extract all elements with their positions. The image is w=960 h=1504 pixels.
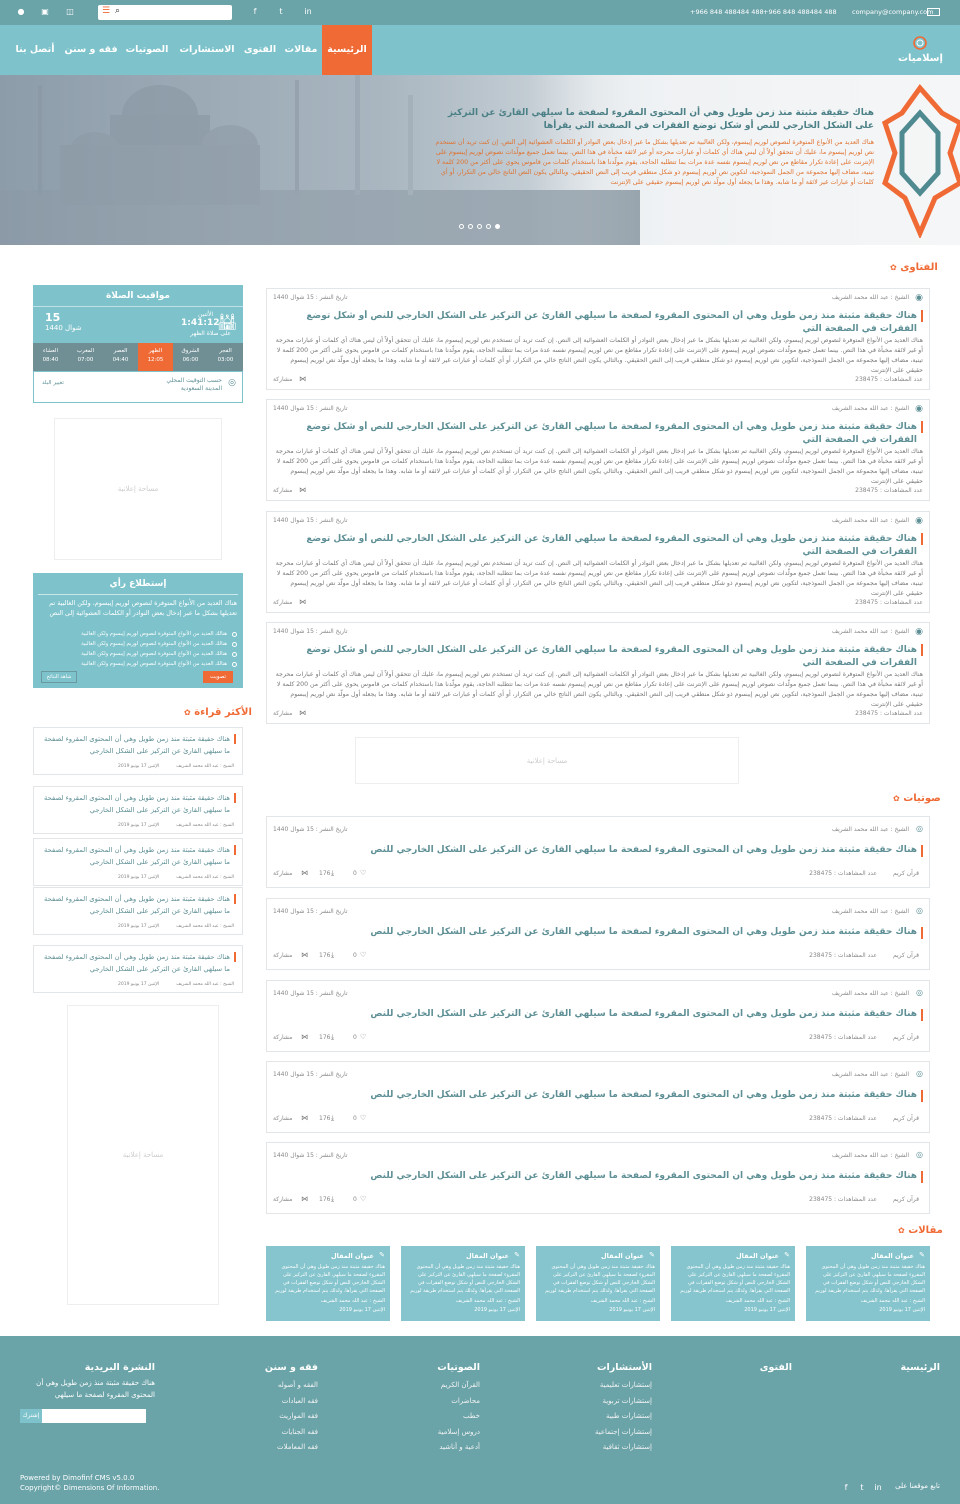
nav-audio[interactable]: الصوتيات [125, 44, 169, 55]
section-icon: ✿ [184, 708, 191, 717]
most-read-item[interactable] [33, 838, 243, 886]
poll-options [39, 630, 237, 670]
most-read-title[interactable]: هناك حقيقة مثبتة منذ زمن طويل وهي أن المحتوى المقروء لصفحة ما سيلهي القارئ عن التركيز على الشكل الخارجي [43, 735, 230, 755]
most-read-title [184, 707, 252, 718]
vote-button[interactable]: تصويت [203, 671, 233, 683]
pencil-icon: ✎ [919, 1251, 925, 1259]
prayer-name: العشاء [42, 348, 59, 354]
audio-title[interactable]: هناك حقيقة مثبتة منذ زمن طويل وهي أن المحتوى المقروء لصفحة ما سيلهي القارئ عن التركيز على الشكل الخارجي للنص [370, 1090, 917, 1100]
audio-date: تاريخ النشر : 15 شوال 1440 [273, 990, 348, 997]
footer-link[interactable]: إستشارات إجتماعية [594, 1427, 652, 1436]
audio-card[interactable] [266, 1142, 930, 1214]
most-read-author: الشيخ : عبد الله محمد الشريف [176, 764, 234, 769]
logo[interactable] [898, 33, 942, 69]
audio-date: تاريخ النشر : 15 شوال 1440 [273, 1152, 348, 1159]
fatwa-date: تاريخ النشر : 15 شوال 1440 [273, 294, 348, 301]
fatwa-title[interactable]: هناك حقيقة مثبتة منذ زمن طويل وهي أن المحتوى المقروء لصفحة ما سيلهي القارئ عن التركيز على الشكل الخارجي للنص أو شكل توضع الفقرات في الصفحة التي [306, 311, 917, 334]
poll-option-label: هنالك العديد من الأنواع المتوفرة لنصوص لوريم إيبسوم ولكن الغالبية [81, 641, 227, 647]
location-label: حسب التوقيت المحلي [166, 377, 222, 384]
prayer-time-cell [33, 343, 68, 371]
footer-col-title[interactable]: الصوتيات [437, 1362, 480, 1373]
footer-link[interactable]: القرآن الكريم [440, 1381, 480, 1389]
title-accent [234, 845, 236, 855]
most-read-date: الإثنين 17 يونيو 2019 [118, 982, 160, 987]
facebook-icon[interactable]: f [844, 1483, 848, 1492]
share-icon[interactable]: ⋈ [299, 375, 306, 383]
audio-title[interactable]: هناك حقيقة مثبتة منذ زمن طويل وهي أن المحتوى المقروء لصفحة ما سيلهي القارئ عن التركيز على الشكل الخارجي للنص [370, 1009, 917, 1019]
hero-body: هناك العديد من الأنواع المتوفرة لنصوص لوريم إيبسوم، ولكن الغالبية تم تعديلها بشكل ما عبر إدخال بعض النوادر أو الكلمات العشوائية إلى النص. إن كنت تريد أن تستخدم نص لوريم إيبسوم ما، عليك أن تتحقق أولاً أن ليس هناك أي كلمات أو عبارات محرجة أو غير لائقة مخبأة في هذا النص. بينما تعمل جميع مولّدات نصوص لوريم إيبسوم على الإنترنت على إعادة تكرار مقاطع من نص لوريم إيبسوم نفسه عدة مرات بما تتطلبه الحاجة، يقوم مولّدنا هذا باستخدام كلمات من قاموس يحوي على أكثر من 200 كلمة لا تينية، مضاف إليها مجموعة من الجمل النموذجية، لتكوين نص لوريم إيبسوم ذو شكل منطقي قريب إلى النص الحقيقي. وبالتالي يكون النص الناتج خالي من التكرار، أو أي كلمات أو عبارات غير لائقة أو ما شابه. وهذا ما يجعله أول مولّد نص لوريم إيبسوم حقيقي على الإنترنت [435, 139, 874, 186]
cart-icon[interactable]: ◫ [66, 7, 74, 16]
audio-views: عدد المشاهدات : 238475 [809, 1034, 877, 1041]
article-body: هناك حقيقة مثبتة منذ زمن طويل وهي أن المحتوى المقروء لصفحة ما سيلهي القارئ عن التركيز على الشكل الخارجي للنص أو شكل توضع الفقرات في الصفحة التي يقرأها. ولذلك يتم استخدام طريقة لوريم [815, 1264, 925, 1294]
poll-option[interactable] [39, 640, 237, 650]
search-icon[interactable]: ⌕ [115, 6, 121, 16]
fatwa-sheikh[interactable]: الشيخ : عبد الله محمد الشريف [831, 517, 909, 524]
download-icon[interactable]: ⤓ [331, 869, 335, 877]
poll-question: هناك العديد من الأنواع المتوفرة لنصوص لوريم إيبسوم، ولكن الغالبية تم تعديلها بشكل ما عبر إدخال بعض النوادر أو الكلمات العشوائية إلى النص [49, 599, 237, 617]
audio-sheikh[interactable]: الشيخ : عبد الله محمد الشريف [831, 1071, 909, 1078]
prayer-time: 04:40 [112, 357, 129, 363]
article-card[interactable] [266, 1246, 390, 1321]
audio-views: عدد المشاهدات : 238475 [809, 1196, 877, 1203]
fatwa-sheikh[interactable]: الشيخ : عبد الله محمد الشريف [831, 405, 909, 412]
audio-card[interactable] [266, 1061, 930, 1133]
twitter-icon[interactable]: t [860, 1483, 864, 1492]
like-icon[interactable]: ♡ [360, 1114, 367, 1122]
fatwa-views: عدد المشاهدات : 238475 [855, 487, 923, 494]
article-title[interactable]: عنوان المقال [331, 1252, 374, 1260]
prayer-time: 06:00 [182, 357, 199, 363]
prayer-weekday: الأثنين [198, 311, 213, 318]
prayer-time-cell [138, 343, 173, 371]
fatwa-views: عدد المشاهدات : 238475 [855, 599, 923, 606]
download-icon[interactable]: ⤓ [331, 1033, 335, 1041]
fatwa-title[interactable]: هناك حقيقة مثبتة منذ زمن طويل وهي أن المحتوى المقروء لصفحة ما سيلهي القارئ عن التركيز على الشكل الخارجي للنص أو شكل توضع الفقرات في الصفحة التي [306, 645, 917, 668]
pencil-icon: ✎ [649, 1251, 655, 1259]
most-read-author: الشيخ : عبد الله محمد الشريف [176, 823, 234, 828]
nav-articles[interactable]: مقالات [284, 44, 318, 55]
like-icon[interactable]: ♡ [360, 1195, 367, 1203]
audio-category[interactable]: قرآن كريم [893, 1115, 919, 1122]
nav-contact[interactable]: أتصل بنا [15, 44, 55, 55]
pencil-icon: ✎ [379, 1251, 385, 1259]
audio-sheikh[interactable]: الشيخ : عبد الله محمد الشريف [831, 908, 909, 915]
footer-link[interactable]: إستشارات طبية [606, 1412, 652, 1420]
radio-button[interactable] [232, 642, 237, 647]
article-author: الشيخ : عبد الله محمد الشريف [725, 1298, 790, 1304]
prayer-widget [33, 285, 243, 403]
audio-title[interactable]: هناك حقيقة مثبتة منذ زمن طويل وهي أن المحتوى المقروء لصفحة ما سيلهي القارئ عن التركيز على الشكل الخارجي للنص [370, 927, 917, 937]
audio-icon: ◎ [916, 988, 923, 997]
fatwa-sheikh[interactable]: الشيخ : عبد الله محمد الشريف [831, 628, 909, 635]
nav-fiqh[interactable]: فقه و سنن [64, 44, 118, 55]
footer [0, 1336, 960, 1504]
audio-downloads: 176 [319, 1196, 331, 1203]
decorative-star-icon [880, 83, 960, 238]
audio-share[interactable]: مشاركة [273, 1115, 293, 1122]
audio-category[interactable]: قرآن كريم [893, 1196, 919, 1203]
title-accent [921, 1090, 923, 1102]
articles-section-title [898, 1225, 943, 1236]
fatwa-card[interactable] [266, 622, 930, 724]
title-accent [921, 533, 923, 545]
prayer-month: شوال 1440 [45, 324, 82, 332]
prayer-name: الظهر [148, 348, 163, 354]
linkedin-icon[interactable]: in [874, 1483, 882, 1492]
share-icon[interactable]: ⋈ [301, 869, 308, 877]
audio-section-title [893, 793, 941, 804]
fatwa-card[interactable] [266, 288, 930, 390]
footer-link[interactable]: فقه العبادات [281, 1396, 318, 1405]
most-read-date: الإثنين 17 يونيو 2019 [118, 875, 160, 880]
prayer-day: 15 [45, 311, 61, 324]
search-box [98, 5, 232, 20]
share-icon[interactable]: ⋈ [299, 598, 306, 606]
logo-text: إسلاميات [898, 53, 943, 64]
fatwa-body: هناك العديد من الأنواع المتوفرة لنصوص لوريم إيبسوم، ولكن الغالبية تم تعديلها بشكل ما عبر إدخال بعض النوادر أو الكلمات العشوائية إلى النص. إن كنت تريد أن تستخدم نص لوريم إيبسوم ما، عليك أن تتحقق أولاً أن ليس هناك أي كلمات أو عبارات محرجة أو غير لائقة مخبأة في هذا النص. بينما تعمل جميع مولّدات نصوص لوريم إيبسوم على الإنترنت على إعادة تكرار مقاطع من نص لوريم إيبسوم نفسه عدة مرات بما تتطلبه الحاجة، يقوم مولّدنا هذا باستخدام كلمات من قاموس يحوي على أكثر من 200 كلمة لا تينية، مضاف إليها مجموعة من الجمل النموذجية، لتكوين نص لوريم إيبسوم ذو شكل منطقي قريب إلى النص الحقيقي. وبالتالي يكون النص الناتج خالي من التكرار، أو أي كلمات أو عبارات غير لائقة أو ما شابه. وهذا ما يجعله أول مولّد نص لوريم إيبسوم حقيقي على الإنترنت [275, 448, 923, 485]
prayer-remaining: على صلاة الظهر [190, 330, 231, 337]
poll-option[interactable] [39, 630, 237, 640]
radio-button[interactable] [232, 652, 237, 657]
slider-dot[interactable] [459, 224, 464, 229]
subscribe-button[interactable]: إشترك [20, 1409, 42, 1423]
pencil-icon: ✎ [514, 1251, 520, 1259]
audio-share[interactable]: مشاركة [273, 952, 293, 959]
hero-title: هناك حقيقة مثبتة منذ زمن طويل وهي أن المحتوى المقروء لصفحة ما سيلهي القارئ عن التركيز على الشكل الخارجي للنص أو شكل توضع الفقرات في الصفحة التي يقرأها [447, 108, 874, 131]
radio-button[interactable] [232, 632, 237, 637]
share-icon[interactable]: ⋈ [301, 1114, 308, 1122]
prayer-name: العصر [113, 348, 128, 354]
like-icon[interactable]: ♡ [360, 1033, 367, 1041]
article-body: هناك حقيقة مثبتة منذ زمن طويل وهي أن المحتوى المقروء لصفحة ما سيلهي القارئ عن التركيز على الشكل الخارجي للنص أو شكل توضع الفقرات في الصفحة التي يقرأها. ولذلك يتم استخدام طريقة لوريم [545, 1264, 655, 1294]
prayer-title: مواقيت الصلاة [105, 291, 170, 301]
fatwa-sheikh[interactable]: الشيخ : عبد الله محمد الشريف [831, 294, 909, 301]
fatwa-share[interactable]: مشاركة [273, 487, 293, 494]
fatwa-views: عدد المشاهدات : 238475 [855, 376, 923, 383]
prayer-name: المغرب [76, 348, 95, 354]
footer-link[interactable]: إستشارات ثقافية [602, 1443, 652, 1451]
title-accent [921, 927, 923, 939]
most-read-author: الشيخ : عبد الله محمد الشريف [176, 982, 234, 987]
fatwa-title[interactable]: هناك حقيقة مثبتة منذ زمن طويل وهي أن المحتوى المقروء لصفحة ما سيلهي القارئ عن التركيز على الشكل الخارجي للنص أو شكل توضع الفقرات في الصفحة التي [306, 422, 917, 445]
prayer-name: الفجر [219, 348, 232, 354]
copyright: Copyright© Dimensions Of Information. [20, 1484, 160, 1492]
ad-banner-main[interactable]: مساحة إعلانية [355, 737, 739, 784]
article-card[interactable] [671, 1246, 795, 1321]
share-icon[interactable]: ⋈ [301, 1033, 308, 1041]
article-date: الإثنين 17 يونيو 2019 [879, 1307, 925, 1313]
section-icon: ✿ [898, 1226, 905, 1235]
share-icon[interactable]: ⋈ [299, 709, 306, 717]
article-title[interactable]: عنوان المقال [466, 1252, 509, 1260]
article-author: الشيخ : عبد الله محمد الشريف [320, 1298, 385, 1304]
footer-link[interactable]: الفقه و أصوله [277, 1381, 318, 1389]
pencil-icon: ✎ [784, 1251, 790, 1259]
audio-downloads: 176 [319, 952, 331, 959]
chat-icon: ◉ [915, 404, 923, 414]
audio-sheikh[interactable]: الشيخ : عبد الله محمد الشريف [831, 1152, 909, 1159]
poll-option[interactable] [39, 660, 237, 670]
prayer-time-cell [208, 343, 243, 371]
lock-icon[interactable]: ▣ [41, 7, 49, 16]
article-card[interactable] [536, 1246, 660, 1321]
footer-col-title[interactable]: الفتوى [759, 1362, 792, 1373]
footer-col-title[interactable]: الرئيسية [900, 1362, 940, 1373]
globe-icon: ◎ [228, 378, 236, 388]
title-accent [921, 1009, 923, 1021]
share-icon[interactable]: ⋈ [299, 486, 306, 494]
audio-likes: 0 [353, 952, 357, 959]
poll-option-label: هنالك العديد من الأنواع المتوفرة لنصوص لوريم إيبسوم ولكن الغالبية [81, 631, 227, 637]
nav-fatwa[interactable]: الفتوى [243, 44, 277, 55]
chat-icon: ◉ [915, 516, 923, 526]
article-author: الشيخ : عبد الله محمد الشريف [590, 1298, 655, 1304]
audio-date: تاريخ النشر : 15 شوال 1440 [273, 826, 348, 833]
logo-icon [898, 33, 942, 53]
most-read-author: الشيخ : عبد الله محمد الشريف [176, 875, 234, 880]
article-date: الإثنين 17 يونيو 2019 [609, 1307, 655, 1313]
audio-icon: ◎ [916, 824, 923, 833]
article-author: الشيخ : عبد الله محمد الشريف [455, 1298, 520, 1304]
most-read-item[interactable] [33, 887, 243, 935]
article-card[interactable] [401, 1246, 525, 1321]
title-accent [921, 310, 923, 322]
results-button[interactable]: شاهد النتائج [41, 671, 77, 683]
footer-col-title[interactable]: فقه و سنن [264, 1362, 318, 1373]
most-read-author: الشيخ : عبد الله محمد الشريف [176, 924, 234, 929]
audio-sheikh[interactable]: الشيخ : عبد الله محمد الشريف [831, 990, 909, 997]
most-read-date: الإثنين 17 يونيو 2019 [118, 764, 160, 769]
section-icon: ✿ [893, 794, 900, 803]
like-icon[interactable]: ♡ [360, 951, 367, 959]
audio-share[interactable]: مشاركة [273, 1034, 293, 1041]
audio-category[interactable]: قرآن كريم [893, 870, 919, 877]
article-date: الإثنين 17 يونيو 2019 [474, 1307, 520, 1313]
phone-2: +966 848 488484 488 [763, 8, 837, 16]
title-accent [921, 1171, 923, 1183]
slider-dot[interactable] [468, 224, 473, 229]
poll-title: إستطلاع رأي [109, 579, 167, 589]
chat-icon: ◉ [915, 627, 923, 637]
audio-likes: 0 [353, 1034, 357, 1041]
slider-dot[interactable] [495, 224, 500, 229]
audio-likes: 0 [353, 1115, 357, 1122]
nav-home[interactable]: الرئيسية [322, 25, 372, 75]
article-title[interactable]: عنوان المقال [601, 1252, 644, 1260]
download-icon[interactable]: ⤓ [331, 1195, 335, 1203]
articles-section-label: مقالات [908, 1225, 943, 1236]
article-body: هناك حقيقة مثبتة منذ زمن طويل وهي أن المحتوى المقروء لصفحة ما سيلهي القارئ عن التركيز على الشكل الخارجي للنص أو شكل توضع الفقرات في الصفحة التي يقرأها. ولذلك يتم استخدام طريقة لوريم [680, 1264, 790, 1294]
fatwa-body: هناك العديد من الأنواع المتوفرة لنصوص لوريم إيبسوم، ولكن الغالبية تم تعديلها بشكل ما عبر إدخال بعض النوادر أو الكلمات العشوائية إلى النص. إن كنت تريد أن تستخدم نص لوريم إيبسوم ما، عليك أن تتحقق أولاً أن ليس هناك أي كلمات أو عبارات محرجة أو غير لائقة مخبأة في هذا النص. بينما تعمل جميع مولّدات نصوص لوريم إيبسوم على الإنترنت على إعادة تكرار مقاطع من نص لوريم إيبسوم نفسه عدة مرات بما تتطلبه الحاجة، يقوم مولّدنا هذا باستخدام كلمات من قاموس يحوي على أكثر من 200 كلمة لا تينية، مضاف إليها مجموعة من الجمل النموذجية، لتكوين نص لوريم إيبسوم ذو شكل منطقي قريب إلى النص الحقيقي. وبالتالي يكون النص الناتج خالي من التكرار، أو أي كلمات أو عبارات غير لائقة أو ما شابه. وهذا ما يجعله أول مولّد نص لوريم إيبسوم حقيقي على الإنترنت [275, 560, 923, 597]
chat-icon: ◉ [915, 293, 923, 303]
article-body: هناك حقيقة مثبتة منذ زمن طويل وهي أن المحتوى المقروء لصفحة ما سيلهي القارئ عن التركيز على الشكل الخارجي للنص أو شكل توضع الفقرات في الصفحة التي يقرأها. ولذلك يتم استخدام طريقة لوريم [410, 1264, 520, 1294]
audio-views: عدد المشاهدات : 238475 [809, 952, 877, 959]
footer-link[interactable]: فقه المواريث [279, 1412, 318, 1420]
most-read-item[interactable] [33, 727, 243, 775]
title-accent [234, 734, 236, 744]
mosque-icon: 🕌︎ [217, 312, 238, 331]
ad-sidebar-1[interactable]: مساحة إعلانية [54, 418, 222, 560]
audio-date: تاريخ النشر : 15 شوال 1440 [273, 908, 348, 915]
audio-date: تاريخ النشر : 15 شوال 1440 [273, 1071, 348, 1078]
newsletter-title: النشرة البريدية [84, 1362, 155, 1373]
poll-option[interactable] [39, 650, 237, 660]
poll-widget [33, 573, 243, 688]
slider-dot[interactable] [486, 224, 491, 229]
article-title[interactable]: عنوان المقال [736, 1252, 779, 1260]
share-icon[interactable]: ⋈ [301, 1195, 308, 1203]
newsletter-text: هناك حقيقة مثبتة منذ زمن طويل وهي أن المحتوى المقروء لصفحة ما سيلهي [36, 1379, 155, 1399]
footer-link[interactable]: فقه المعاملات [276, 1443, 318, 1451]
footer-link[interactable]: أدعية و أناشيد [439, 1443, 480, 1451]
fatwa-card[interactable] [266, 399, 930, 501]
fatwa-share[interactable]: مشاركة [273, 599, 293, 606]
audio-views: عدد المشاهدات : 238475 [809, 870, 877, 877]
audio-icon: ◎ [916, 906, 923, 915]
fatwa-date: تاريخ النشر : 15 شوال 1440 [273, 628, 348, 635]
footer-link[interactable]: فقه الجنايات [281, 1427, 318, 1436]
title-accent [234, 894, 236, 904]
audio-title[interactable]: هناك حقيقة مثبتة منذ زمن طويل وهي أن المحتوى المقروء لصفحة ما سيلهي القارئ عن التركيز على الشكل الخارجي للنص [370, 1171, 917, 1181]
prayer-time-cell [173, 343, 208, 371]
most-read-item[interactable] [33, 786, 243, 834]
audio-downloads: 176 [319, 870, 331, 877]
title-accent [921, 644, 923, 656]
audio-downloads: 176 [319, 1034, 331, 1041]
most-read-date: الإثنين 17 يونيو 2019 [118, 924, 160, 929]
most-read-date: الإثنين 17 يونيو 2019 [118, 823, 160, 828]
change-country-link[interactable]: تغيير البلد [42, 380, 64, 386]
prayer-time: 03:00 [217, 357, 234, 363]
twitter-icon[interactable]: t [279, 7, 283, 16]
article-date: الإثنين 17 يونيو 2019 [744, 1307, 790, 1313]
audio-downloads: 176 [319, 1115, 331, 1122]
user-icon[interactable]: ● [17, 7, 25, 16]
prayer-name: الشروق [181, 348, 200, 354]
prayer-time: 08:40 [42, 357, 59, 363]
prayer-time-cell [103, 343, 138, 371]
audio-icon: ◎ [916, 1150, 923, 1159]
article-body: هناك حقيقة مثبتة منذ زمن طويل وهي أن المحتوى المقروء لصفحة ما سيلهي القارئ عن التركيز على الشكل الخارجي للنص أو شكل توضع الفقرات في الصفحة التي يقرأها. ولذلك يتم استخدام طريقة لوريم [275, 1264, 385, 1294]
download-icon[interactable]: ⤓ [331, 951, 335, 959]
hero-slider [0, 75, 960, 245]
prayer-time: 12:05 [147, 357, 164, 363]
audio-views: عدد المشاهدات : 238475 [809, 1115, 877, 1122]
audio-section-label: صوتيات [903, 793, 941, 804]
prayer-time: 07:00 [77, 357, 94, 363]
email-text[interactable]: company@company.com [852, 8, 934, 16]
footer-link[interactable]: خطب [463, 1412, 480, 1420]
fatwa-date: تاريخ النشر : 15 شوال 1440 [273, 517, 348, 524]
facebook-icon[interactable]: f [253, 7, 257, 16]
most-read-title[interactable]: هناك حقيقة مثبتة منذ زمن طويل وهي أن المحتوى المقروء لصفحة ما سيلهي القارئ عن التركيز على الشكل الخارجي [43, 846, 230, 866]
title-accent [234, 952, 236, 962]
fatwa-views: عدد المشاهدات : 238475 [855, 710, 923, 717]
footer-link[interactable]: إستشارات تربوية [602, 1396, 652, 1405]
mail-icon [927, 8, 940, 16]
audio-card[interactable] [266, 898, 930, 970]
most-read-title[interactable]: هناك حقيقة مثبتة منذ زمن طويل وهي أن المحتوى المقروء لصفحة ما سيلهي القارئ عن التركيز على الشكل الخارجي [43, 794, 230, 814]
title-accent [921, 421, 923, 433]
prayer-time-cell [68, 343, 103, 371]
prayer-location [33, 371, 243, 403]
audio-likes: 0 [353, 870, 357, 877]
prayer-countdown: 1:41:12 [181, 318, 220, 328]
audio-title[interactable]: هناك حقيقة مثبتة منذ زمن طويل وهي أن المحتوى المقروء لصفحة ما سيلهي القارئ عن التركيز على الشكل الخارجي للنص [370, 845, 917, 855]
poll-option-label: هنالك العديد من الأنواع المتوفرة لنصوص لوريم إيبسوم ولكن الغالبية [81, 651, 227, 657]
article-author: الشيخ : عبد الله محمد الشريف [860, 1298, 925, 1304]
footer-link[interactable]: محاضرات [451, 1396, 480, 1405]
audio-category[interactable]: قرآن كريم [893, 952, 919, 959]
most-read-title[interactable]: هناك حقيقة مثبتة منذ زمن طويل وهي أن المحتوى المقروء لصفحة ما سيلهي القارئ عن التركيز على الشكل الخارجي [43, 953, 230, 973]
divider [33, 306, 243, 307]
main-nav [0, 25, 960, 75]
title-accent [234, 793, 236, 803]
fatawa-section-label: الفتاوى [900, 262, 938, 273]
fatwa-share[interactable]: مشاركة [273, 710, 293, 717]
slider-dots [459, 224, 500, 229]
linkedin-icon[interactable]: in [304, 7, 312, 16]
follow-label: تابع موقعنا على [895, 1482, 940, 1490]
prayer-times-row [33, 343, 243, 371]
article-date: الإثنين 17 يونيو 2019 [339, 1307, 385, 1313]
audio-category[interactable]: قرآن كريم [893, 1034, 919, 1041]
footer-col-title[interactable]: الأستشارات [596, 1362, 652, 1373]
like-icon[interactable]: ♡ [360, 869, 367, 877]
title-accent [921, 845, 923, 857]
audio-card[interactable] [266, 816, 930, 888]
fatwa-date: تاريخ النشر : 15 شوال 1440 [273, 405, 348, 412]
fatwa-body: هناك العديد من الأنواع المتوفرة لنصوص لوريم إيبسوم، ولكن الغالبية تم تعديلها بشكل ما عبر إدخال بعض النوادر أو الكلمات العشوائية إلى النص. إن كنت تريد أن تستخدم نص لوريم إيبسوم ما، عليك أن تتحقق أولاً أن ليس هناك أي كلمات أو عبارات محرجة أو غير لائقة مخبأة في هذا النص. بينما تعمل جميع مولّدات نصوص لوريم إيبسوم على الإنترنت على إعادة تكرار مقاطع من نص لوريم إيبسوم نفسه عدة مرات بما تتطلبه الحاجة، يقوم مولّدنا هذا باستخدام كلمات من قاموس يحوي على أكثر من 200 كلمة لا تينية، مضاف إليها مجموعة من الجمل النموذجية، لتكوين نص لوريم إيبسوم ذو شكل منطقي قريب إلى النص الحقيقي. وبالتالي يكون النص الناتج خالي من التكرار، أو أي كلمات أو عبارات غير لائقة أو ما شابه. وهذا ما يجعله أول مولّد نص لوريم إيبسوم حقيقي على الإنترنت [275, 337, 923, 374]
fatawa-section-title [890, 262, 938, 273]
nav-consultations[interactable]: الاستشارات [179, 44, 235, 55]
audio-icon: ◎ [916, 1069, 923, 1078]
poll-option-label: هنالك العديد من الأنواع المتوفرة لنصوص لوريم إيبسوم ولكن الغالبية [81, 661, 227, 667]
footer-link[interactable]: دروس إسلامية [437, 1427, 480, 1436]
fatwa-share[interactable]: مشاركة [273, 376, 293, 383]
radio-button[interactable] [232, 662, 237, 667]
fatwa-title[interactable]: هناك حقيقة مثبتة منذ زمن طويل وهي أن المحتوى المقروء لصفحة ما سيلهي القارئ عن التركيز على الشكل الخارجي للنص أو شكل توضع الفقرات في الصفحة التي [306, 534, 917, 557]
audio-share[interactable]: مشاركة [273, 870, 293, 877]
slider-dot[interactable] [477, 224, 482, 229]
most-read-item[interactable] [33, 945, 243, 993]
audio-sheikh[interactable]: الشيخ : عبد الله محمد الشريف [831, 826, 909, 833]
most-read-title[interactable]: هناك حقيقة مثبتة منذ زمن طويل وهي أن المحتوى المقروء لصفحة ما سيلهي القارئ عن التركيز على الشكل الخارجي [43, 895, 230, 915]
section-icon: ✿ [890, 263, 897, 272]
ad-sidebar-2[interactable]: مساحة إعلانية [67, 1005, 219, 1305]
article-card[interactable] [806, 1246, 930, 1321]
fatwa-body: هناك العديد من الأنواع المتوفرة لنصوص لوريم إيبسوم، ولكن الغالبية تم تعديلها بشكل ما عبر إدخال بعض النوادر أو الكلمات العشوائية إلى النص. إن كنت تريد أن تستخدم نص لوريم إيبسوم ما، عليك أن تتحقق أولاً أن ليس هناك أي كلمات أو عبارات محرجة أو غير لائقة مخبأة في هذا النص. بينما تعمل جميع مولّدات نصوص لوريم إيبسوم على الإنترنت على إعادة تكرار مقاطع من نص لوريم إيبسوم نفسه عدة مرات بما تتطلبه الحاجة، يقوم مولّدنا هذا باستخدام كلمات من قاموس يحوي على أكثر من 200 كلمة لا تينية، مضاف إليها مجموعة من الجمل النموذجية، لتكوين نص لوريم إيبسوم ذو شكل منطقي قريب إلى النص الحقيقي. وبالتالي يكون النص الناتج خالي من التكرار، أو أي كلمات أو عبارات غير لائقة أو ما شابه. وهذا ما يجعله أول مولّد نص لوريم إيبسوم حقيقي على الإنترنت [275, 671, 923, 708]
audio-card[interactable] [266, 980, 930, 1052]
share-icon[interactable]: ⋈ [301, 951, 308, 959]
search-input[interactable] [126, 7, 226, 18]
fatwa-card[interactable] [266, 511, 930, 613]
menu-icon[interactable]: ☰ [102, 6, 111, 16]
top-bar [0, 0, 960, 25]
most-read-label: الأكثر قراءة [194, 707, 252, 718]
audio-share[interactable]: مشاركة [273, 1196, 293, 1203]
download-icon[interactable]: ⤓ [331, 1114, 335, 1122]
powered-by: Powered by Dimofinf CMS v5.0.0 [20, 1474, 135, 1482]
location-value: المدينة السعودية [180, 385, 222, 392]
audio-likes: 0 [353, 1196, 357, 1203]
article-title[interactable]: عنوان المقال [871, 1252, 914, 1260]
divider [38, 594, 238, 595]
footer-link[interactable]: إستشارات تعليمية [599, 1381, 652, 1389]
phone-1: +966 848 488484 488 [690, 8, 764, 16]
